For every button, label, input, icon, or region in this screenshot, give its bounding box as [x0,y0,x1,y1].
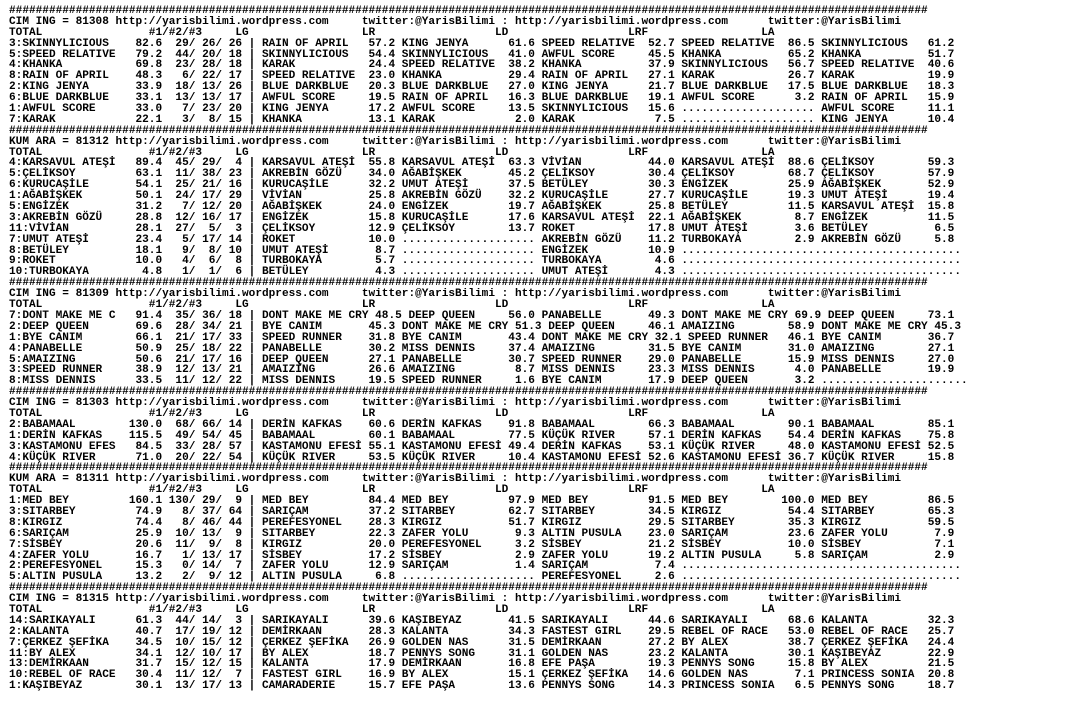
data-row: 1:MED BEY 160.1 130/ 29/ 9 | MED BEY 84.4 MED BEY 97.9 MED BEY 91.5 MED BEY 100.0 MED BEY 86.5 [9,495,955,508]
data-row: 4:ZAFER YOLU 16.7 1/ 13/ 17 | SİSBEY 17.2 SİSBEY 2.9 ZAFER YOLU 19.2 ALTIN PUSULA 5.8 SARIÇAM 2.9 [9,549,955,562]
data-row: 3:SPEED RUNNER 38.9 12/ 13/ 21 | AMAIZING 26.6 AMAIZING 8.7 MISS DENNIS 23.3 MISS DENNIS 4.0 PANABELLE 19.9 [9,364,955,377]
race-stats-printout [9,6,968,692]
data-row: 11:VİVİAN 28.1 27/ 5/ 3 | ÇELİKSOY 12.9 ÇELİKSOY 13.7 ROKET 17.8 UMUT ATEŞİ 3.6 BETÜLEY 6.5 [9,222,955,235]
column-header-row: TOTAL #1/#2/#3 LG LR LD LRF LA [9,407,775,420]
data-row: 2:BABAMAAL 130.0 68/ 66/ 14 | DERİN KAFKAS 60.6 DERİN KAFKAS 91.8 BABAMAAL 66.3 BABAMAAL 90.1 BABAMAAL 85.1 [9,418,955,431]
data-row: 4:KARSAVUL ATEŞİ 89.4 45/ 29/ 4 | KARSAVUL ATEŞİ 55.8 KARSAVUL ATEŞİ 63.3 VİVİAN 44.0 KARSAVUL ATEŞİ 88.6 ÇELİKSOY 59.3 [9,157,955,170]
data-row: 5:AMAIZING 50.6 21/ 17/ 16 | DEEP QUEEN 27.1 PANABELLE 30.7 SPEED RUNNER 29.0 PANABELLE 15.9 MISS DENNIS 27.0 [9,353,955,366]
data-row: 1:AWFUL SCORE 33.0 7/ 23/ 20 | KING JENYA 17.2 AWFUL SCORE 13.5 SKINNYLICIOUS 15.6 .................... AWFUL SCORE 11.1 [9,103,955,116]
data-row: 8:MISS DENNIS 33.5 11/ 12/ 22 | MISS DENNIS 19.5 SPEED RUNNER 1.6 BYE CANIM 17.9 DEEP QUEEN 3.2 ...................... [9,375,968,388]
column-header-row: TOTAL #1/#2/#3 LG LR LD LRF LA [9,26,775,39]
data-row: 10:TURBOKAYA 4.8 1/ 1/ 6 | BETÜLEY 4.3 .................... UMUT ATEŞİ 4.3 .......................................... [9,266,961,279]
data-row: 10:REBEL OF RACE 30.4 11/ 12/ 7 | FASTEST GIRL 16.9 BY ALEX 15.1 ÇERKEZ ŞEFİKA 14.6 GOLDEN NAS 7.1 PRINCESS SONIA 20.8 [9,669,955,682]
data-row: 8:RAIN OF APRIL 48.3 6/ 22/ 17 | SPEED RELATIVE 23.0 KHANKA 29.4 RAIN OF APRIL 27.1 KARAK 26.7 KARAK 19.9 [9,70,955,83]
data-row: 11:BY ALEX 34.1 12/ 10/ 17 | BY ALEX 18.7 PENNYS SONG 31.1 GOLDEN NAS 23.2 KALANTA 30.1 KAŞIBEYAZ 22.9 [9,647,955,660]
data-row: 4:PANABELLE 50.9 25/ 18/ 22 | PANABELLE 30.2 MISS DENNIS 37.4 AMAIZING 31.5 BYE CANIM 31.0 AMAIZING 27.1 [9,342,955,355]
race-header-row: KUM ARA = 81311 http://yarisbilimi.wordpress.com twitter:@YarisBilimi : http://yarisbilimi.wordpress.com twitter:@YarisBilimi [9,473,902,486]
separator-row: ########################################################################################################################################## [9,462,928,475]
data-row: 3:SITARBEY 74.9 8/ 37/ 64 | SARIÇAM 37.2 SITARBEY 62.7 SITARBEY 34.5 KIRGIZ 54.4 SITARBEY 65.3 [9,505,955,518]
data-row: 7:SİSBEY 20.6 11/ 9/ 8 | KIRGIZ 20.0 PEREFESYONEL 3.2 SİSBEY 21.2 SİSBEY 10.0 SİSBEY 7.1 [9,538,955,551]
separator-row: ########################################################################################################################################## [9,386,928,399]
data-row: 3:SKINNYLICIOUS 82.6 29/ 26/ 26 | RAIN OF APRIL 57.2 KING JENYA 61.6 SPEED RELATIVE 52.7 SPEED RELATIVE 86.5 SKINNYLICIOUS 61.2 [9,37,955,50]
data-row: 6:KURUCAŞİLE 54.1 25/ 21/ 16 | KURUCAŞİLE 32.2 UMUT ATEŞİ 37.5 BETÜLEY 30.3 ENGİZEK 25.9 AĞABİŞKEK 52.9 [9,179,955,192]
data-row: 1:DERİN KAFKAS 115.5 49/ 54/ 45 | BABAMAAL 60.1 BABAMAAL 77.5 KÜÇÜK RIVER 57.1 DERİN KAFKAS 54.4 DERİN KAFKAS 75.8 [9,429,955,442]
data-row: 2:KING JENYA 33.9 18/ 13/ 26 | BLUE DARKBLUE 20.3 BLUE DARKBLUE 27.0 KING JENYA 21.7 BLUE DARKBLUE 17.5 BLUE DARKBLUE 18.3 [9,81,955,94]
data-row: 14:SARIKAYALI 61.3 44/ 14/ 3 | SARIKAYALI 39.6 KAŞIBEYAZ 41.5 SARIKAYALI 44.6 SARIKAYALI 68.6 KALANTA 32.3 [9,614,955,627]
data-row: 2:PEREFESYONEL 15.3 0/ 14/ 7 | ZAFER YOLU 12.9 SARIÇAM 1.4 SARIÇAM 7.4 .......................................... [9,560,961,573]
data-row: 7:KARAK 22.1 3/ 8/ 15 | KHANKA 13.1 KARAK 2.0 KARAK 7.5 .................... KING JENYA 10.4 [9,113,955,126]
data-row: 2:KALANTA 40.7 17/ 19/ 12 | DEMİRKAAN 28.3 KALANTA 34.3 FASTEST GIRL 29.5 REBEL OF RACE 53.0 REBEL OF RACE 25.7 [9,625,955,638]
separator-row: ########################################################################################################################################## [9,582,928,595]
data-row: 4:KHANKA 69.8 23/ 28/ 18 | KARAK 24.4 SPEED RELATIVE 38.2 KHANKA 37.9 SKINNYLICIOUS 56.7 SPEED RELATIVE 40.6 [9,59,955,72]
data-row: 9:ROKET 10.0 4/ 6/ 8 | TURBOKAYA 5.7 .................... TURBOKAYA 4.6 .......................................... [9,255,961,268]
data-row: 7:UMUT ATEŞİ 23.4 5/ 17/ 14 | ROKET 10.0 .................... AKREBİN GÖZÜ 11.2 TURBOKAYA 2.9 AKREBİN GÖZÜ 5.8 [9,233,955,246]
race-header-row: CIM ING = 81315 http://yarisbilimi.wordpress.com twitter:@YarisBilimi : http://yarisbilimi.wordpress.com twitter:@YarisBilimi [9,593,902,606]
separator-row: ########################################################################################################################################## [9,124,928,137]
race-header-row: CIM ING = 81308 http://yarisbilimi.wordpress.com twitter:@YarisBilimi : http://yarisbilimi.wordpress.com twitter:@YarisBilimi [9,15,902,28]
column-header-row: TOTAL #1/#2/#3 LG LR LD LRF LA [9,299,775,312]
data-row: 3:AKREBİN GÖZÜ 28.8 12/ 16/ 17 | ENGİZEK 15.8 KURUCAŞİLE 17.6 KARSAVUL ATEŞİ 22.1 AĞABİŞKEK 8.7 ENGİZEK 11.5 [9,211,955,224]
data-row: 8:BETÜLEY 18.1 9/ 8/ 10 | UMUT ATEŞİ 8.7 .................... ENGİZEK 10.9 .......................................... [9,244,961,257]
race-header-row: CIM ING = 81309 http://yarisbilimi.wordpress.com twitter:@YarisBilimi : http://yarisbilimi.wordpress.com twitter:@YarisBilimi [9,288,902,301]
data-row: 5:SPEED RELATIVE 79.2 44/ 20/ 18 | SKINNYLICIOUS 54.4 SKINNYLICIOUS 41.0 AWFUL SCORE 45.5 KHANKA 65.2 KHANKA 51.7 [9,48,955,61]
data-row: 5:ÇELİKSOY 63.1 11/ 38/ 23 | AKREBİN GÖZÜ 34.0 AĞABİŞKEK 45.2 ÇELİKSOY 30.4 ÇELİKSOY 68.7 ÇELİKSOY 57.9 [9,168,955,181]
data-row: 6:BLUE DARKBLUE 33.1 13/ 13/ 17 | AWFUL SCORE 19.5 RAIN OF APRIL 16.3 BLUE DARKBLUE 19.1 AWFUL SCORE 3.2 RAIN OF APRIL 15.9 [9,92,955,105]
data-row: 8:KIRGIZ 74.4 8/ 46/ 44 | PEREFESYONEL 28.3 KIRGIZ 51.7 KIRGIZ 29.5 SITARBEY 35.3 KIRGIZ 59.5 [9,516,955,529]
data-row: 1:AĞABİŞKEK 50.1 24/ 17/ 29 | VİVİAN 25.8 AKREBİN GÖZÜ 32.2 KURUCAŞİLE 27.7 KURUCAŞİLE 19.3 UMUT ATEŞİ 19.4 [9,190,955,203]
race-header-row: KUM ARA = 81312 http://yarisbilimi.wordpress.com twitter:@YarisBilimi : http://yarisbilimi.wordpress.com twitter:@YarisBilimi [9,135,902,148]
data-row: 6:SARIÇAM 25.9 10/ 13/ 9 | SITARBEY 22.3 ZAFER YOLU 9.3 ALTIN PUSULA 23.0 SARIÇAM 23.6 ZAFER YOLU 7.9 [9,527,955,540]
data-row: 2:DEEP QUEEN 69.6 28/ 34/ 21 | BYE CANIM 45.3 DONT MAKE ME CRY 51.3 DEEP QUEEN 46.1 AMAIZING 58.9 DONT MAKE ME CRY 45.3 [9,320,961,333]
data-row: 5:ENGİZEK 31.2 7/ 12/ 20 | AĞABİŞKEK 24.0 ENGİZEK 19.7 AĞABİŞKEK 25.8 BETÜLEY 11.5 KARSAVUL ATEŞİ 15.8 [9,201,955,214]
data-row: 5:ALTIN PUSULA 13.2 2/ 9/ 12 | ALTIN PUSULA 6.8 .................... PEREFESYONEL 2.6 .......................................... [9,571,961,584]
race-header-row: CIM ING = 81303 http://yarisbilimi.wordpress.com twitter:@YarisBilimi : http://yarisbilimi.wordpress.com twitter:@YarisBilimi [9,397,902,410]
data-row: 13:DEMİRKAAN 31.7 15/ 12/ 15 | KALANTA 17.9 DEMİRKAAN 16.8 EFE PAŞA 19.3 PENNYS SONG 15.8 BY ALEX 21.5 [9,658,955,671]
data-row: 1:KAŞIBEYAZ 30.1 13/ 17/ 13 | CAMARADERIE 15.7 EFE PAŞA 13.6 PENNYS SONG 14.3 PRINCESS SONIA 6.5 PENNYS SONG 18.7 [9,680,955,693]
separator-row: ########################################################################################################################################## [9,277,928,290]
column-header-row: TOTAL #1/#2/#3 LG LR LD LRF LA [9,484,775,497]
column-header-row: TOTAL #1/#2/#3 LG LR LD LRF LA [9,603,775,616]
data-row: 4:KÜÇÜK RIVER 71.0 20/ 22/ 54 | KÜÇÜK RIVER 53.5 KÜÇÜK RIVER 10.4 KASTAMONU EFESİ 52.6 KASTAMONU EFESİ 36.7 KÜÇÜK RIVER 15.8 [9,451,955,464]
data-row: 7:ÇERKEZ ŞEFİKA 34.5 10/ 15/ 12 | ÇERKEZ ŞEFİKA 26.9 GOLDEN NAS 31.5 DEMİRKAAN 27.2 BY ALEX 38.7 ÇERKEZ ŞEFİKA 24.4 [9,636,955,649]
data-row: 1:BYE CANIM 66.1 21/ 17/ 33 | SPEED RUNNER 31.8 BYE CANIM 43.4 DONT MAKE ME CRY 32.1 SPEED RUNNER 46.1 BYE CANIM 36.7 [9,331,955,344]
data-row: 3:KASTAMONU EFES 84.5 33/ 28/ 57 | KASTAMONU EFESİ 55.1 KASTAMONU EFESİ 49.4 DERİN KAFKAS 53.1 KÜÇÜK RIVER 48.0 KASTAMONU EFESİ 52.5 [9,440,955,453]
separator-row: ########################################################################################################################################## [9,5,928,17]
data-row: 7:DONT MAKE ME C 91.4 35/ 36/ 18 | DONT MAKE ME CRY 48.5 DEEP QUEEN 56.0 PANABELLE 49.3 DONT MAKE ME CRY 69.9 DEEP QUEEN 73.1 [9,309,955,322]
column-header-row: TOTAL #1/#2/#3 LG LR LD LRF LA [9,146,775,159]
